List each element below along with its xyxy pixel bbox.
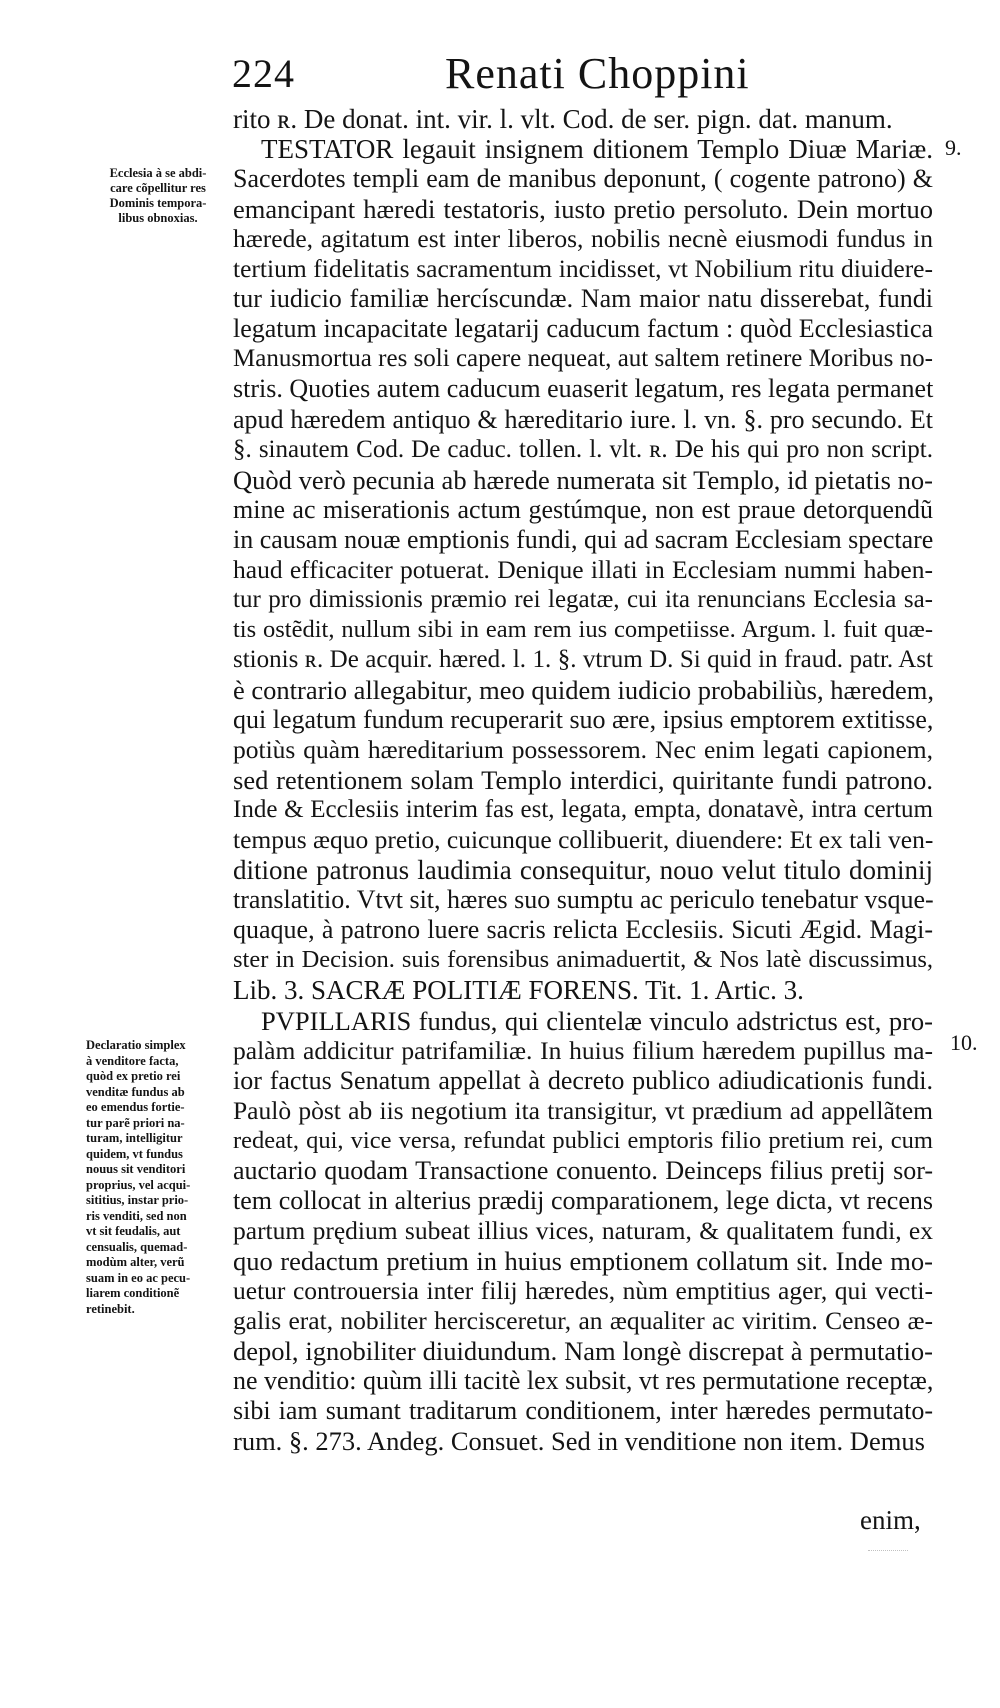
side-note-line: sititius, instar prio- bbox=[86, 1193, 189, 1207]
text-line: translatitio. Vtvt sit, hæres suo sumptu ac periculo tenebatur vsque- bbox=[233, 885, 934, 915]
text-line: in causam nouæ emptionis fundi, qui ad sacram Ecclesiam spectare bbox=[233, 524, 934, 554]
side-note-line: eo emendus fortie- bbox=[86, 1100, 185, 1114]
side-note-line: Declaratio simplex bbox=[86, 1038, 186, 1052]
text-line: Quòd verò pecunia ab hærede numerata sit Templo, id pietatis no- bbox=[233, 464, 933, 495]
side-note-line: libus obnoxias. bbox=[118, 211, 198, 225]
text-line: hærede, agitatum est inter liberos, nobilis necnè eiusmodi fundus in bbox=[233, 224, 933, 254]
text-line: legatum incapacitate legatarij caducum factum : quòd Ecclesiastica bbox=[233, 314, 933, 344]
text-line: ster in Decision. suis forensibus animaduertit, & Nos latè discussimus, bbox=[233, 946, 933, 974]
text-line: tur iudicio familiæ hercíscundæ. Nam maior natu disserebat, fundi bbox=[233, 284, 933, 314]
side-note-line: censualis, quemad- bbox=[86, 1239, 188, 1254]
margin-number-9: 9. bbox=[945, 135, 962, 160]
text-line: Inde & Ecclesiis interim fas est, legata, empta, donatavè, intra certum bbox=[233, 796, 933, 824]
running-title: Renati Choppini bbox=[445, 49, 750, 98]
side-note-line: venditæ fundus ab bbox=[86, 1084, 185, 1099]
text-line: §. sinautem Cod. De caduc. tollen. l. vlt. ʀ. De his qui pro non script. bbox=[233, 435, 933, 463]
text-line: auctario quodam Transactione conuento. Deinceps filius pretij sor- bbox=[233, 1155, 933, 1185]
text-line: è contrario allegabitur, meo quidem iudicio probabiliùs, hæredem, bbox=[233, 674, 934, 705]
side-note-line: care cõpellitur res bbox=[110, 181, 206, 195]
text-line: tem collocat in alterius prædij comparationem, lege dicta, vt recens bbox=[233, 1185, 933, 1215]
text-line: TESTATOR legauit insignem ditionem Templo Diuæ Mariæ. bbox=[261, 134, 933, 165]
text-line: uetur controuersia inter filij hæredes, nùm emptitius ager, qui vecti- bbox=[233, 1275, 933, 1305]
side-note-line: suam in eo ac pecu- bbox=[86, 1270, 191, 1285]
side-note-line: tur parẽ priori na- bbox=[86, 1115, 185, 1130]
side-note-line: quòd ex pretio rei bbox=[86, 1069, 181, 1083]
text-line: sibi iam sumant traditarum conditionem, inter hæredes permutato- bbox=[233, 1396, 933, 1426]
text-line: Sacerdotes templi eam de manibus deponunt, ( cogente patrono) & bbox=[233, 164, 933, 194]
text-line: Paulò pòst ab iis negotium ita transigitur, vt prædium ad appellãtem bbox=[233, 1095, 933, 1125]
margin-number-10: 10. bbox=[950, 1030, 978, 1055]
text-line: mine ac miserationis actum gestúmque, non est praue detorquendũ bbox=[233, 494, 933, 524]
side-note-line: Dominis tempora- bbox=[109, 196, 207, 210]
text-line: potiùs quàm hæreditarium possessorem. Nec enim legati capionem, bbox=[233, 735, 933, 765]
text-line: tertium fidelitatis sacramentum incidisset, vt Nobilium ritu diuidere- bbox=[233, 254, 933, 284]
side-note-line: modùm alter, verũ bbox=[86, 1255, 185, 1269]
text-line: rum. §. 273. Andeg. Consuet. Sed in venditione non item. Demus bbox=[233, 1426, 925, 1457]
side-note-line: turam, intelligitur bbox=[86, 1131, 183, 1145]
text-line: sed retentionem solam Templo interdici, quiritante fundi patrono. bbox=[233, 765, 933, 796]
text-line: rito ʀ. De donat. int. vir. l. vlt. Cod. de ser. pign. dat. manum. bbox=[233, 104, 893, 134]
text-line: Lib. 3. SACRÆ POLITIÆ FORENS. Tit. 1. Artic. 3. bbox=[233, 975, 804, 1006]
side-note-line: proprius, vel acqui- bbox=[86, 1177, 191, 1192]
text-line: qui legatum fundum recuperarit suo ære, ipsius emptorem extitisse, bbox=[233, 705, 934, 734]
catchword: enim, bbox=[860, 1505, 921, 1535]
text-line: stris. Quoties autem caducum euaserit legatum, res legata permanet bbox=[233, 374, 934, 404]
side-note-line: nouus sit venditori bbox=[86, 1162, 186, 1176]
side-note-line: liarem conditionẽ bbox=[86, 1286, 180, 1300]
side-note-line: Ecclesia à se abdi- bbox=[109, 166, 207, 180]
text-line: stionis ʀ. De acquir. hæred. l. 1. §. vtrum D. Si quid in fraud. patr. Ast bbox=[233, 645, 933, 673]
text-line: quo redactum pretium in huius emptionem collatum sit. Inde mo- bbox=[233, 1245, 933, 1276]
side-note-line: vt sit feudalis, aut bbox=[86, 1224, 181, 1238]
text-line: PVPILLARIS fundus, qui clientelæ vinculo adstrictus est, pro- bbox=[261, 1005, 933, 1036]
text-line: emancipant hæredi testatoris, iusto pretio persoluto. Dein mortuo bbox=[233, 194, 933, 225]
text-line: tur pro dimissionis præmio rei legatæ, cui ita renuncians Ecclesia sa- bbox=[233, 585, 933, 613]
side-note-line: quidem, vt fundus bbox=[86, 1146, 183, 1161]
text-line: redeat, qui, vice versa, refundat publici emptoris filio pretium rei, cum bbox=[233, 1126, 933, 1154]
text-line: haud efficaciter potuerat. Denique illati in Ecclesiam nummi haben- bbox=[233, 554, 933, 584]
text-line: ior factus Senatum appellat à decreto publico adiudicationis fundi. bbox=[233, 1065, 933, 1095]
side-note-line: retinebit. bbox=[86, 1301, 135, 1316]
text-line: galis erat, nobiliter hercisceretur, an æqualiter ac viritim. Censeo æ- bbox=[233, 1306, 933, 1335]
text-line: palàm addicitur patrifamiliæ. In huius filium hæredem pupillus ma- bbox=[233, 1035, 933, 1065]
text-line: ne venditio: quùm illi tacitè lex subsit, vt res permutatione receptæ, bbox=[233, 1366, 934, 1396]
text-line: ditione patronus laudimia consequitur, nouo velut titulo dominij bbox=[233, 855, 933, 886]
text-line: tis ostẽdit, nullum sibi in eam rem ius competiisse. Argum. l. fuit quæ- bbox=[233, 615, 933, 643]
text-line: Manusmortua res soli capere nequeat, aut saltem retinere Moribus no- bbox=[233, 345, 933, 373]
page-number: 224 bbox=[232, 51, 295, 96]
ink-smudge bbox=[868, 1550, 908, 1557]
side-note-line: à venditore facta, bbox=[86, 1053, 179, 1068]
text-line: partum prędium subeat illius vices, naturam, & qualitatem fundi, ex bbox=[233, 1215, 933, 1245]
text-line: apud hæredem antiquo & hæreditario iure. l. vn. §. pro secundo. Et bbox=[233, 404, 933, 434]
side-note-line: ris venditi, sed non bbox=[86, 1208, 187, 1223]
text-line: depol, ignobiliter diuidundum. Nam longè discrepat à permutatio- bbox=[233, 1336, 933, 1367]
text-line: tempus æquo pretio, cuicunque collibuerit, diuendere: Et ex tali ven- bbox=[233, 825, 934, 855]
text-line: quaque, à patrono luere sacris relicta Ecclesiis. Sicuti Ægid. Magi- bbox=[233, 915, 933, 945]
